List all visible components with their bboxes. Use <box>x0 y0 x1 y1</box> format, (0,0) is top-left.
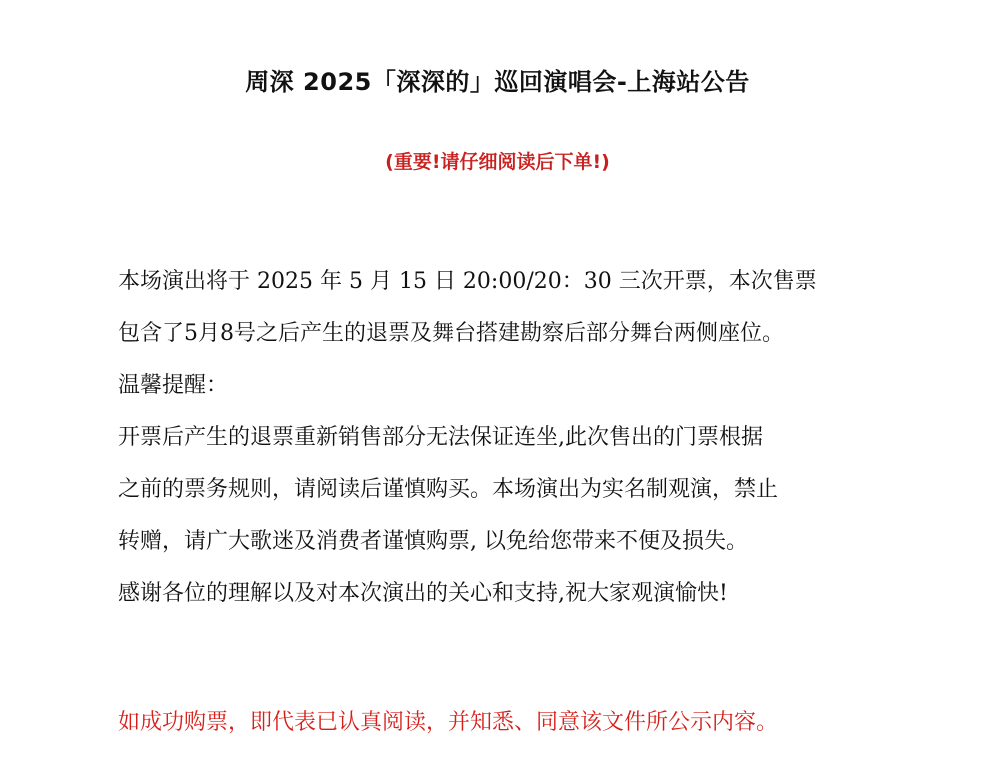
important-subtitle: (重要!请仔细阅读后下单!) <box>385 151 610 173</box>
paragraph-line: 之前的票务规则，请阅读后谨慎购买。本场演出为实名制观演，禁止 <box>118 477 779 502</box>
announcement-body <box>118 256 918 620</box>
paragraph-line: 包含了5月8号之后产生的退票及舞台搭建勘察后部分舞台两侧座位。 <box>118 321 784 346</box>
page-title: 周深 2025「深深的」巡回演唱会-上海站公告 <box>245 68 750 96</box>
paragraph-line: 开票后产生的退票重新销售部分无法保证连坐,此次售出的门票根据 <box>118 425 763 450</box>
paragraph-line: 转赠，请广大歌迷及消费者谨慎购票, 以免给您带来不便及损失。 <box>118 529 748 554</box>
paragraph-line: 本场演出将于 2025 年 5 月 15 日 20:00/20：30 三次开票，本次售票 <box>118 269 817 294</box>
reminder-heading: 温馨提醒： <box>118 373 229 398</box>
paragraph-line: 感谢各位的理解以及对本次演出的关心和支持,祝大家观演愉快! <box>118 581 728 606</box>
closing-notice: 如成功购票，即代表已认真阅读，并知悉、同意该文件所公示内容。 <box>118 710 779 735</box>
